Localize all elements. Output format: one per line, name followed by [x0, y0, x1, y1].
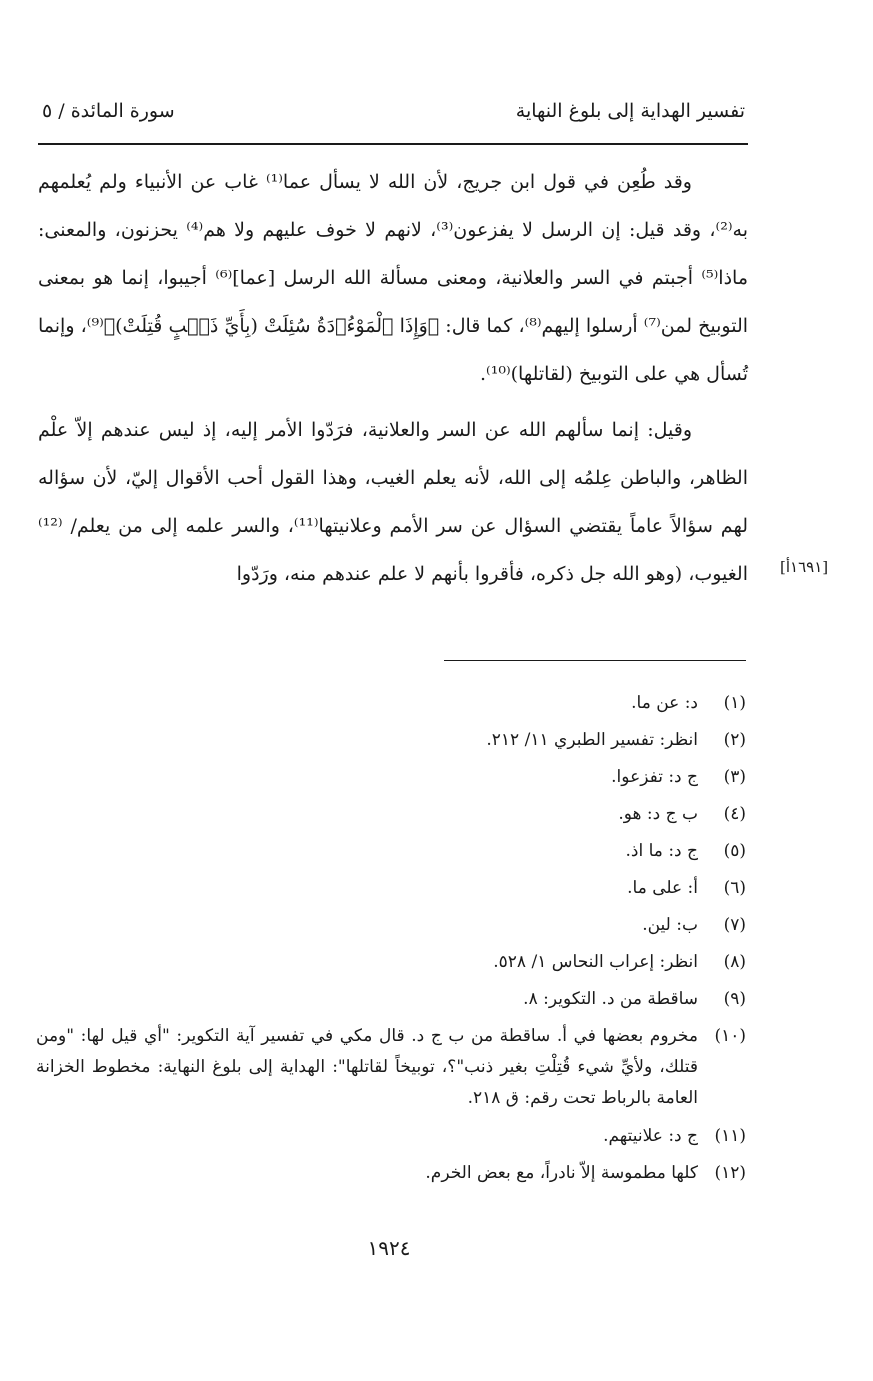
- footnote-number: (١٢): [714, 1163, 746, 1183]
- footnote-number: (١): [723, 693, 746, 713]
- footnote-divider: [444, 660, 746, 661]
- footnote-text: مخروم بعضها في أ. ساقطة من ب ج د. قال مكي في تفسير آية التكوير: "أي قيل لها: "ومن قتلك، ولأيِّ شيء قُتِلْتِ بغير ذنب"؟، توبيخاً لقاتلها": الهداية إلى بلوغ النهاية: مخطوط الخزانة العامة بالرباط تحت رقم: ق ٢١٨.: [36, 1026, 698, 1108]
- footnote-item: [36, 984, 746, 1014]
- footnote-item: [36, 1158, 746, 1188]
- running-head-surah: سورة المائدة / ٥: [42, 100, 175, 122]
- footnote-item: [36, 1121, 746, 1151]
- footnote-text: ج د: ما اذ.: [625, 841, 698, 861]
- footnote-number: (٨): [723, 952, 746, 972]
- footnotes-list: [36, 688, 746, 1195]
- footnote-item: [36, 947, 746, 977]
- footnote-item: [36, 799, 746, 829]
- footnote-item: [36, 762, 746, 792]
- footnote-text: انظر: تفسير الطبري ١١/ ٢١٢.: [486, 730, 698, 750]
- footnote-text: انظر: إعراب النحاس ١/ ٥٢٨.: [493, 952, 698, 972]
- footnote-item: [36, 873, 746, 903]
- footnote-text: د: عن ما.: [631, 693, 698, 713]
- paragraph-2: وقيل: إنما سألهم الله عن السر والعلانية، فرَدّوا الأمر إليه، إذ ليس عندهم إلاّ علْم الظاهر، والباطن عِلمُه إلى الله، لأنه يعلم الغيب، وهذا القول أحب الأقوال إليّ، لأن سؤاله لهم سؤالاً عاماً يقتضي السؤال عن سر الأمم وعلانيتها⁽¹¹⁾، والسر علمه إلى من يعلم/ ⁽¹²⁾ الغيوب، (وهو الله جل ذكره، فأقروا بأنهم لا علم عندهم منه، ورَدّوا: [38, 419, 748, 585]
- manuscript-folio-ref: [١٦٩١أ]: [780, 558, 829, 576]
- paragraph-1: وقد طُعِن في قول ابن جريج، لأن الله لا يسأل عما⁽¹⁾ غاب عن الأنبياء ولم يُعلمهم به⁽²⁾، وقد قيل: إن الرسل لا يفزعون⁽³⁾، لانهم لا خوف عليهم ولا هم⁽⁴⁾ يحزنون، والمعنى: ماذا⁽⁵⁾ أجبتم في السر والعلانية، ومعنى مسألة الله الرسل [عما]⁽⁶⁾ أجيبوا، إنما هو بمعنى التوبيخ لمن⁽⁷⁾ أرسلوا إليهم⁽⁸⁾، كما قال: ﴿وَإِذَا ٱلْمَوْءُۥدَةُ سُئِلَتْ (بِأَيِّ ذَنۢبٍ قُتِلَتْ)﴾⁽⁹⁾، وإنما تُسأل هي على التوبيخ (لقاتلها)⁽¹⁰⁾.: [38, 171, 749, 385]
- header-divider: [38, 143, 748, 145]
- footnote-number: (٢): [723, 730, 746, 750]
- footnote-number: (٤): [723, 804, 746, 824]
- main-text: [38, 158, 748, 598]
- footnote-text: أ: على ما.: [627, 878, 698, 898]
- footnote-number: (٧): [723, 915, 746, 935]
- footnote-item: [36, 1021, 746, 1114]
- footnote-number: (١١): [714, 1126, 746, 1146]
- footnote-number: (٥): [723, 841, 746, 861]
- footnote-number: (١٠): [714, 1026, 746, 1046]
- running-head-book-title: تفسير الهداية إلى بلوغ النهاية: [515, 100, 745, 122]
- footnote-number: (٣): [723, 767, 746, 787]
- footnote-text: ج د: علانيتهم.: [603, 1126, 698, 1146]
- footnote-text: ب ج د: هو.: [618, 804, 698, 824]
- page-number: ١٩٢٤: [367, 1236, 411, 1260]
- footnote-item: [36, 836, 746, 866]
- footnote-text: كلها مطموسة إلاّ نادراً، مع بعض الخرم.: [425, 1163, 698, 1183]
- footnote-number: (٩): [723, 989, 746, 1009]
- footnote-text: ساقطة من د. التكوير: ٨.: [523, 989, 698, 1009]
- footnote-text: ج د: تفزعوا.: [611, 767, 698, 787]
- footnote-item: [36, 688, 746, 718]
- footnote-number: (٦): [723, 878, 746, 898]
- footnote-item: [36, 910, 746, 940]
- footnote-item: [36, 725, 746, 755]
- footnote-text: ب: لين.: [642, 915, 698, 935]
